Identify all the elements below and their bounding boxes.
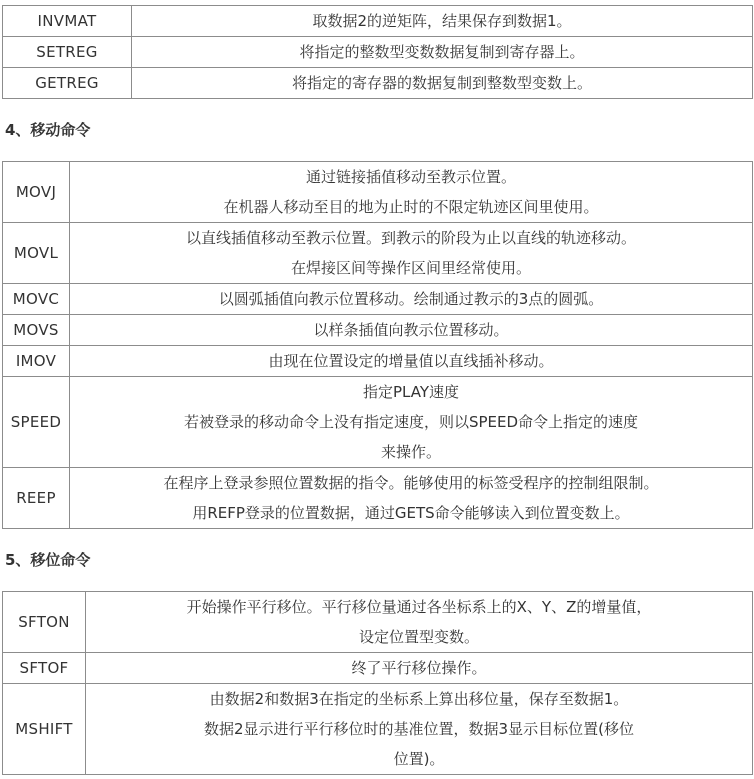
- command-description-cell: 由现在位置设定的增量值以直线插补移动。: [70, 346, 753, 377]
- command-name-cell: SETREG: [3, 37, 132, 68]
- command-table-shift: [2, 591, 753, 775]
- command-name-cell: INVMAT: [3, 6, 132, 37]
- table-row: [3, 592, 753, 653]
- command-name-cell: MOVS: [3, 315, 70, 346]
- section-heading-move-commands: 4、移动命令: [5, 121, 91, 139]
- command-description-cell: 以圆弧插值向教示位置移动。绘制通过教示的3点的圆弧。: [70, 284, 753, 315]
- command-name-cell: SFTON: [3, 592, 86, 653]
- table-row: [3, 468, 753, 529]
- table-row: [3, 6, 753, 37]
- command-name-cell: MOVC: [3, 284, 70, 315]
- command-description-cell: 由数据2和数据3在指定的坐标系上算出移位量，保存至数据1。 数据2显示进行平行移位时的基准位置，数据3显示目标位置(移位 位置)。: [86, 684, 753, 775]
- command-description-cell: 开始操作平行移位。平行移位量通过各坐标系上的X、Y、Z的增量值， 设定位置型变数。: [86, 592, 753, 653]
- command-name-cell: MSHIFT: [3, 684, 86, 775]
- table-row: [3, 684, 753, 775]
- command-name-cell: SFTOF: [3, 653, 86, 684]
- command-name-cell: GETREG: [3, 68, 132, 99]
- table-row: [3, 223, 753, 284]
- command-name-cell: REEP: [3, 468, 70, 529]
- command-table-move: [2, 161, 753, 529]
- table-row: [3, 37, 753, 68]
- command-description-cell: 指定PLAY速度 若被登录的移动命令上没有指定速度，则以SPEED命令上指定的速度 来操作。: [70, 377, 753, 468]
- command-name-cell: MOVL: [3, 223, 70, 284]
- command-description-cell: 取数据2的逆矩阵，结果保存到数据1。: [132, 6, 753, 37]
- table-row: [3, 284, 753, 315]
- command-description-cell: 将指定的整数型变数数据复制到寄存器上。: [132, 37, 753, 68]
- command-description-cell: 以直线插值移动至教示位置。到教示的阶段为止以直线的轨迹移动。 在焊接区间等操作区间里经常使用。: [70, 223, 753, 284]
- table-row: [3, 653, 753, 684]
- command-table-matrix-register: [2, 5, 753, 99]
- command-name-cell: IMOV: [3, 346, 70, 377]
- command-description-cell: 在程序上登录参照位置数据的指令。能够使用的标签受程序的控制组限制。 用REFP登录的位置数据，通过GETS命令能够读入到位置变数上。: [70, 468, 753, 529]
- table-row: [3, 315, 753, 346]
- command-description-cell: 终了平行移位操作。: [86, 653, 753, 684]
- command-name-cell: SPEED: [3, 377, 70, 468]
- command-description-cell: 以样条插值向教示位置移动。: [70, 315, 753, 346]
- table-row: [3, 68, 753, 99]
- command-description-cell: 将指定的寄存器的数据复制到整数型变数上。: [132, 68, 753, 99]
- section-heading-shift-commands: 5、移位命令: [5, 551, 91, 569]
- table-row: [3, 377, 753, 468]
- table-row: [3, 346, 753, 377]
- command-name-cell: MOVJ: [3, 162, 70, 223]
- command-description-cell: 通过链接插值移动至教示位置。 在机器人移动至目的地为止时的不限定轨迹区间里使用。: [70, 162, 753, 223]
- table-row: [3, 162, 753, 223]
